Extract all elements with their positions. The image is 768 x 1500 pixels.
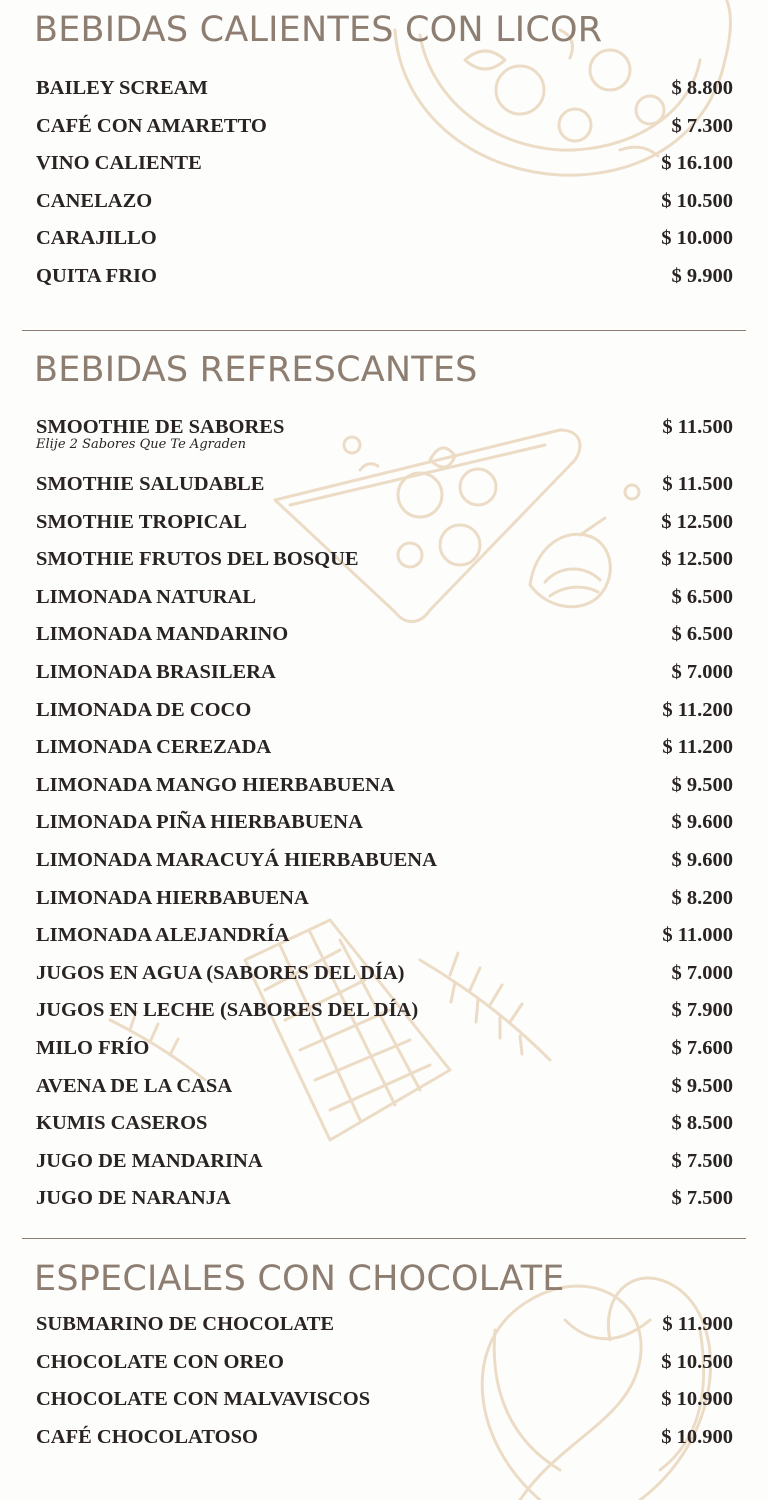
section-divider [22, 330, 746, 331]
menu-item-name: LIMONADA NATURAL [36, 585, 257, 608]
menu-item-price: $ 11.900 [662, 1313, 733, 1335]
menu-item-name: SUBMARINO DE CHOCOLATE [36, 1313, 335, 1335]
menu-item-name: LIMONADA PIÑA HIERBABUENA [36, 811, 363, 834]
menu-item-price: $ 7.500 [671, 1187, 733, 1210]
menu-item [36, 1387, 733, 1425]
menu-item [36, 415, 733, 472]
section-divider [22, 1238, 746, 1239]
menu-item [36, 585, 733, 623]
menu-item-name: QUITA FRIO [36, 264, 157, 287]
menu-item [36, 226, 733, 264]
menu-item-name: CHOCOLATE CON MALVAVISCOS [36, 1388, 371, 1411]
menu-item [36, 698, 733, 736]
menu-item-price: $ 6.500 [671, 623, 733, 646]
menu-item-name: LIMONADA ALEJANDRÍA [36, 924, 290, 947]
menu-item [36, 1186, 733, 1224]
menu-item [36, 660, 733, 698]
menu-item [36, 886, 733, 924]
menu-item-name: SMOTHIE FRUTOS DEL BOSQUE [36, 548, 359, 571]
menu-item-price: $ 10.000 [661, 227, 733, 250]
menu-item-price: $ 9.600 [671, 848, 733, 871]
menu-item-name: JUGOS EN LECHE (SABORES DEL DÍA) [36, 999, 419, 1022]
menu-item-price: $ 16.100 [661, 152, 733, 175]
menu-item-price: $ 7.600 [671, 1036, 733, 1059]
menu-item-price: $ 12.500 [661, 510, 733, 533]
menu-item [36, 547, 733, 585]
menu-item [36, 189, 733, 227]
menu-item-price: $ 11.500 [662, 416, 733, 438]
section-title-especiales-chocolate: ESPECIALES CON CHOCOLATE [34, 1259, 565, 1299]
menu-item-name: CAFÉ CHOCOLATOSO [36, 1425, 258, 1448]
menu-item [36, 1036, 733, 1074]
menu-item-price: $ 9.900 [671, 264, 733, 287]
menu-item-name: LIMONADA MANDARINO [36, 623, 289, 646]
menu-item-price: $ 10.500 [661, 1350, 733, 1373]
menu-item-price: $ 12.500 [661, 548, 733, 571]
menu-item [36, 114, 733, 152]
menu-item-name: JUGOS EN AGUA (SABORES DEL DÍA) [36, 961, 405, 984]
menu-item-name: AVENA DE LA CASA [36, 1074, 233, 1097]
menu-item-name: JUGO DE NARANJA [36, 1187, 231, 1210]
menu-item [36, 773, 733, 811]
menu-item-price: $ 7.000 [671, 961, 733, 984]
menu-item-name: LIMONADA MARACUYÁ HIERBABUENA [36, 848, 437, 871]
menu-item [36, 998, 733, 1036]
menu-item-price: $ 9.500 [671, 1074, 733, 1097]
menu-item [36, 1425, 733, 1463]
menu-item-name: CARAJILLO [36, 227, 157, 250]
menu-item [36, 923, 733, 961]
menu-list-especiales-chocolate [36, 1312, 733, 1462]
menu-item-name: LIMONADA CEREZADA [36, 736, 272, 759]
menu-list-bebidas-calientes [36, 76, 733, 302]
menu-item [36, 1111, 733, 1149]
menu-item-price: $ 8.800 [671, 77, 733, 99]
menu-item-note: Elije 2 Sabores Que Te Agraden [36, 437, 246, 452]
menu-item-price: $ 9.500 [671, 773, 733, 796]
section-title-bebidas-refrescantes: BEBIDAS REFRESCANTES [34, 350, 478, 390]
menu-item-name: VINO CALIENTE [36, 152, 202, 175]
menu-item-name: CAFÉ CON AMARETTO [36, 114, 267, 137]
menu-item-price: $ 7.500 [671, 1149, 733, 1172]
menu-item-price: $ 11.200 [662, 698, 733, 721]
menu-item-price: $ 8.500 [671, 1112, 733, 1135]
menu-item-price: $ 11.200 [662, 736, 733, 759]
menu-item [36, 1074, 733, 1112]
menu-item-price: $ 10.500 [661, 189, 733, 212]
menu-item [36, 151, 733, 189]
menu-item-price: $ 10.900 [661, 1425, 733, 1448]
menu-item-name: LIMONADA DE COCO [36, 698, 252, 721]
menu-item-price: $ 9.600 [671, 811, 733, 834]
menu-item-name: KUMIS CASEROS [36, 1112, 208, 1135]
menu-item [36, 961, 733, 999]
menu-item [36, 510, 733, 548]
menu-item-name: SMOTHIE TROPICAL [36, 510, 247, 533]
menu-item-name: CANELAZO [36, 189, 153, 212]
menu-item-price: $ 6.500 [671, 585, 733, 608]
menu-item-name: LIMONADA HIERBABUENA [36, 886, 309, 909]
menu-item-name: CHOCOLATE CON OREO [36, 1350, 284, 1373]
menu-item-name: SMOTHIE SALUDABLE [36, 473, 265, 495]
menu-item-name: SMOOTHIE DE SABORES [36, 416, 285, 438]
menu-item-price: $ 7.300 [671, 114, 733, 137]
menu-item-price: $ 10.900 [661, 1388, 733, 1411]
menu-item-name: BAILEY SCREAM [36, 77, 208, 99]
menu-item-name: LIMONADA MANGO HIERBABUENA [36, 773, 395, 796]
menu-item [36, 810, 733, 848]
menu-item [36, 1312, 733, 1350]
menu-item-price: $ 7.000 [671, 660, 733, 683]
menu-item-price: $ 11.000 [662, 924, 733, 947]
menu-item-price: $ 7.900 [671, 999, 733, 1022]
menu-list-bebidas-refrescantes [36, 415, 733, 1224]
menu-item [36, 1350, 733, 1388]
menu-item [36, 264, 733, 302]
menu-item [36, 1149, 733, 1187]
menu-item-price: $ 8.200 [671, 886, 733, 909]
menu-item-price: $ 11.500 [662, 473, 733, 495]
menu-item-name: JUGO DE MANDARINA [36, 1149, 263, 1172]
menu-item [36, 472, 733, 510]
menu-item [36, 76, 733, 114]
section-title-bebidas-calientes: BEBIDAS CALIENTES CON LICOR [34, 10, 603, 50]
menu-item [36, 848, 733, 886]
menu-item-name: MILO FRÍO [36, 1036, 150, 1059]
menu-item [36, 622, 733, 660]
menu-item [36, 735, 733, 773]
menu-item-name: LIMONADA BRASILERA [36, 660, 276, 683]
